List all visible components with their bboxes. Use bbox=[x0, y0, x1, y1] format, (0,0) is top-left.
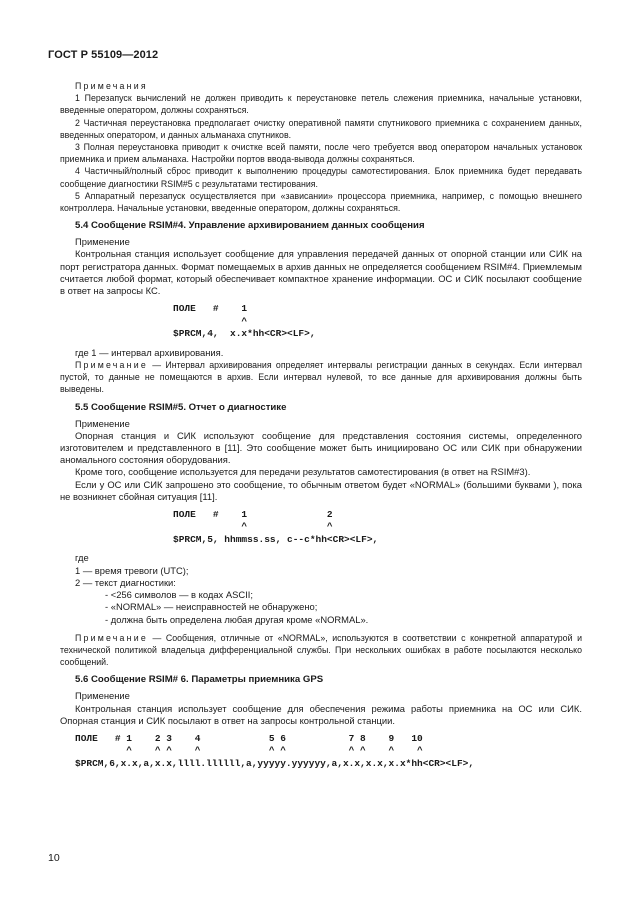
code-line: $PRCM,5, hhmmss.ss, c--c*hh<CR><LF>, bbox=[173, 533, 379, 545]
where-line: где 1 — интервал архивирования. bbox=[75, 346, 224, 358]
list-item: 2 — текст диагностики: bbox=[75, 576, 176, 588]
code-line: ^ ^ bbox=[173, 521, 333, 533]
application-heading: Применение bbox=[75, 417, 130, 429]
code-line: $PRCM,4, x.x*hh<CR><LF>, bbox=[173, 328, 316, 340]
code-block bbox=[173, 303, 582, 341]
note-label: Примечание bbox=[75, 632, 148, 643]
document-id: ГОСТ Р 55109—2012 bbox=[48, 49, 159, 61]
note-body: — Сообщения, отличные от «NORMAL», используются в соответствии с конкретной аппаратурой и технической политикой владельца дифференциальной службы. При нескольких ошибках в работе посылаются несколько сообщений. bbox=[60, 632, 582, 668]
note-item: 5 Аппаратный перезапуск осуществляется при «зависании» процессора приемника, например, с помощью внешнего контроллера. Начальные установки, введенные оператором, должны сохраняться. bbox=[60, 190, 582, 214]
section-5-4-title: 5.4 Сообщение RSIM#4. Управление архивированием данных сообщения bbox=[75, 220, 425, 232]
paragraph: Кроме того, сообщение используется для передачи результатов самотестирования (в ответ на RSIM#3). bbox=[75, 466, 531, 478]
paragraph: Если у ОС или СИК запрошено это сообщение, то обычным ответом будет «NORMAL» (большими буквами ), пока не возникнет сбойная ситуация [11]. bbox=[60, 478, 582, 502]
note bbox=[60, 632, 582, 669]
page-number: 10 bbox=[48, 852, 60, 864]
note bbox=[60, 359, 582, 396]
notes-block bbox=[60, 80, 582, 214]
note-item: 1 Перезапуск вычислений не должен приводить к переустановке петель слежения приемника, начальные установки, введенные оператором, должны сохраняться. bbox=[60, 93, 582, 116]
page-content bbox=[60, 80, 582, 776]
paragraph: Контрольная станция использует сообщение для управления передачей данных от опорной станции или СИК на порт регистратора данных. Формат помещаемых в архив данных не определяется сообщением RSIM#4. Приемлемым считается любой формат, который обеспечивает компактное хранение информации. ОС и СИК посылают сообщение в ответ на запросы КС. bbox=[60, 248, 582, 297]
sub-list-item: - должна быть определена любая другая кроме «NORMAL». bbox=[105, 613, 369, 625]
note-text bbox=[60, 632, 582, 669]
section-5-6-title: 5.6 Сообщение RSIM# 6. Параметры приемника GPS bbox=[75, 674, 324, 686]
note-label: Примечание bbox=[75, 359, 148, 370]
sub-list-item: - <256 символов — в кодах ASCII; bbox=[105, 589, 253, 601]
list-item: 1 — время тревоги (UTC); bbox=[75, 564, 189, 576]
code-line: ^ ^ ^ ^ ^ ^ ^ ^ ^ ^ bbox=[75, 745, 423, 757]
note-item: 3 Полная переустановка приводит к очистке всей памяти, после чего требуется ввод оператором начальных установок приемника и прием альманаха. Настройки портов ввода-вывода должны сохраняться. bbox=[60, 142, 582, 165]
sub-list-item: - «NORMAL» — неисправностей не обнаружено; bbox=[105, 601, 318, 613]
code-line: ^ bbox=[173, 315, 248, 327]
code-line: ПОЛЕ # 1 2 bbox=[173, 508, 333, 520]
code-line: $PRCM,6,x.x,a,x.x,llll.llllll,a,yyyyy.yyyyyy,a,x.x,x.x,x.x*hh<CR><LF>, bbox=[75, 757, 475, 769]
note-body: — Интервал архивирования определяет интервалы регистрации данных в секундах. Если интервал пустой, то данные не помещаются в архив. Если интервал нулевой, то все данные для архивирования должны быть выведены. bbox=[60, 359, 582, 395]
application-heading: Применение bbox=[75, 690, 130, 702]
note-item: 4 Частичный/полный сброс приводит к выполнению процедуры самотестирования. Блок приемника будет передавать сообщение диагностики RSIM#5 с результатами тестирования. bbox=[60, 166, 582, 189]
where-line: где bbox=[75, 552, 89, 564]
code-block bbox=[75, 733, 582, 771]
paragraph: Опорная станция и СИК используют сообщение для представления состояния системы, определенного изготовителем и представленного в [11]. Это сообщение может быть инициировано ОС или СИК при обнаружении аномального состояния оборудования. bbox=[60, 429, 582, 466]
note-text bbox=[60, 359, 582, 396]
code-block bbox=[173, 509, 582, 547]
note-item: 2 Частичная переустановка предполагает очистку оперативной памяти спутникового приемника с сохранением данных, введенных оператором, и данных альманаха спутников. bbox=[60, 117, 582, 140]
paragraph: Контрольная станция использует сообщение для обеспечения режима работы приемника на ОС или СИК. Опорная станция и СИК посылают в ответ на запросы контрольной станции. bbox=[60, 702, 582, 726]
section-5-5-title: 5.5 Сообщение RSIM#5. Отчет о диагностике bbox=[75, 401, 287, 413]
notes-title: Примечания bbox=[75, 81, 148, 91]
application-heading: Применение bbox=[75, 236, 130, 248]
code-line: ПОЛЕ # 1 2 3 4 5 6 7 8 9 10 bbox=[75, 732, 423, 744]
code-line: ПОЛЕ # 1 bbox=[173, 303, 248, 315]
